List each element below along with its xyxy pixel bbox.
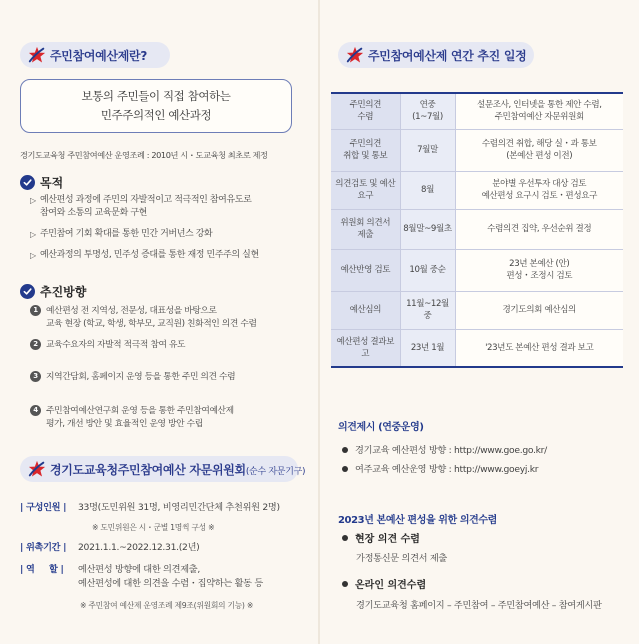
role-label: | 역 할 | (20, 564, 64, 575)
direction-heading (20, 283, 86, 300)
number-badge: 4 (30, 405, 41, 416)
section-title-text: 주민참여예산제 연간 추진 일정 (368, 48, 527, 63)
term-label: | 위촉기간 | (20, 542, 67, 553)
table-row (331, 329, 623, 367)
stage-cell: 의견검토 및 예산요구 (331, 171, 400, 209)
bullet-dot-icon (342, 466, 348, 472)
table-row (331, 171, 623, 209)
stage-cell: 주민의견 수렴 (331, 93, 400, 129)
section-title-text (50, 461, 305, 478)
desc-cell: 23년 본예산 (안) 편성・조정시 검토 (455, 249, 623, 291)
composition-value: 33명(도민위원 31명, 비영리민간단체 추천위원 2명) (78, 502, 280, 513)
collect-online-sub: 경기도교육청 홈페이지 – 주민참여 – 주민참여예산 – 참여게시판 (356, 600, 602, 611)
opinion-title: 의견제시 (연중운영) (338, 422, 424, 433)
desc-cell: '23년도 본예산 편성 결과 보고 (455, 329, 623, 367)
star-icon (28, 460, 46, 478)
committee-subtitle: (순수 자문기구) (245, 466, 306, 477)
section-title-committee (20, 456, 306, 482)
check-icon (20, 284, 35, 299)
definition-line-2: 민주주의적인 예산과정 (100, 108, 212, 122)
direction-item-line: 주민참여예산연구회 운영 등을 통한 주민참여예산제 (46, 406, 234, 416)
purpose-item-line: 참여와 소통의 교육문화 구현 (40, 208, 147, 218)
purpose-item (30, 194, 251, 220)
number-badge: 3 (30, 371, 41, 382)
section-title-what-is (20, 42, 170, 68)
bullet-dot-icon (342, 581, 348, 587)
committee-title: 경기도교육청주민참여예산 자문위원회 (50, 462, 246, 477)
star-icon (346, 46, 364, 64)
opinion-link-text[interactable]: 경기교육 예산편성 방향 : http://www.goe.go.kr/ (355, 445, 547, 456)
direction-item (30, 371, 235, 384)
table-row (331, 129, 623, 171)
period-cell: 7월말 (400, 129, 455, 171)
direction-item-line: 예산편성 전 지역성, 전문성, 대표성을 바탕으로 (46, 306, 217, 316)
desc-cell: 설문조사, 인터넷을 통한 제안 수렴, 주민참여예산 자문위원회 (455, 93, 623, 129)
purpose-item-line: 예산편성 과정에 주민의 자발적이고 적극적인 참여유도로 (40, 195, 252, 205)
opinion-link-item[interactable] (342, 461, 538, 475)
desc-cell: 분야별 우선투자 대상 검토 예산편성 요구시 검토・편성요구 (455, 171, 623, 209)
collect-online-head: 온라인 의견수렴 (342, 576, 426, 591)
direction-item-line: 교육수요자의 자발적 적극적 참여 유도 (46, 340, 186, 350)
purpose-item-line: 주민참여 기회 확대를 통한 민간 거버넌스 강화 (40, 229, 213, 239)
term-value: 2021.1.1.~2022.12.31.(2년) (78, 542, 200, 553)
opinion-link-text[interactable]: 여주교육 예산운영 방향 : http://www.goeyj.kr (355, 464, 539, 475)
table-row (331, 249, 623, 291)
triangle-bullet-icon: ▷ (30, 196, 36, 205)
purpose-item (30, 249, 259, 262)
bullet-dot-icon (342, 447, 348, 453)
period-cell: 8월 (400, 171, 455, 209)
desc-cell: 경기도의회 예산심의 (455, 291, 623, 329)
period-cell: 10월 중순 (400, 249, 455, 291)
period-cell: 8월말~9월초 (400, 209, 455, 249)
collect-title: 2023년 본예산 편성을 위한 의견수렴 (338, 515, 497, 526)
number-badge: 1 (30, 305, 41, 316)
direction-heading-text: 추진방향 (40, 285, 87, 299)
collect-field-head: 현장 의견 수렴 (342, 530, 420, 545)
number-badge: 2 (30, 339, 41, 350)
desc-cell: 수렴의견 집약, 우선순위 결정 (455, 209, 623, 249)
role-value-line: 예산편성에 대한 의견을 수렴・집약하는 활동 등 (78, 578, 263, 589)
stage-cell: 예산심의 (331, 291, 400, 329)
schedule-table (331, 92, 623, 368)
purpose-item (30, 228, 212, 241)
purpose-heading-text: 목적 (40, 176, 64, 190)
direction-item-line: 교육 현장 (학교, 학생, 학부모, 교직원) 친화적인 의견 수렴 (46, 319, 257, 329)
table-row (331, 93, 623, 129)
role-value-line: 예산편성 방향에 대한 의견제출, (78, 564, 200, 575)
stage-cell: 주민의견 취합 및 통보 (331, 129, 400, 171)
period-cell: 23년 1월 (400, 329, 455, 367)
desc-cell: 수렴의견 취합, 해당 실・과 통보 (본예산 편성 이전) (455, 129, 623, 171)
direction-item (30, 339, 185, 352)
table-row (331, 209, 623, 249)
bullet-dot-icon (342, 535, 348, 541)
check-icon (20, 175, 35, 190)
stage-cell: 위원회 의견서 제출 (331, 209, 400, 249)
triangle-bullet-icon: ▷ (30, 230, 36, 239)
purpose-heading (20, 174, 63, 191)
star-icon (28, 46, 46, 64)
purpose-item-line: 예산과정의 투명성, 민주성 증대를 통한 재정 민주주의 실현 (40, 250, 259, 260)
role-note: ※ 주민참여 예산제 운영조례 제9조(위원회의 기능) ※ (80, 601, 254, 610)
opinion-link-item[interactable] (342, 442, 547, 456)
ordinance-note: 경기도교육청 주민참여예산 운영조례 : 2010년 시・도교육청 최초로 제정 (20, 150, 268, 160)
composition-note: ※ 도민위원은 시・군별 1명씩 구성 ※ (92, 523, 215, 532)
section-title-schedule (338, 42, 534, 68)
direction-item (30, 305, 257, 331)
composition-label: | 구성인원 | (20, 502, 67, 513)
direction-item-line: 평가, 개선 방안 및 효율적인 운영 방안 수립 (46, 419, 203, 429)
direction-item (30, 405, 234, 431)
period-cell: 11월~12월중 (400, 291, 455, 329)
definition-line-1: 보통의 주민들이 직접 참여하는 (81, 89, 231, 103)
table-row (331, 291, 623, 329)
stage-cell: 예산편성 결과보고 (331, 329, 400, 367)
collect-field-sub: 가정통신문 의견서 제출 (356, 553, 447, 564)
section-title-text: 주민참여예산제란? (50, 48, 147, 63)
direction-item-line: 지역간담회, 홈페이지 운영 등을 통한 주민 의견 수렴 (46, 372, 236, 382)
triangle-bullet-icon: ▷ (30, 251, 36, 260)
period-cell: 연중 (1~7월) (400, 93, 455, 129)
definition-box (20, 79, 292, 133)
stage-cell: 예산반영 검토 (331, 249, 400, 291)
page-divider (318, 0, 320, 644)
